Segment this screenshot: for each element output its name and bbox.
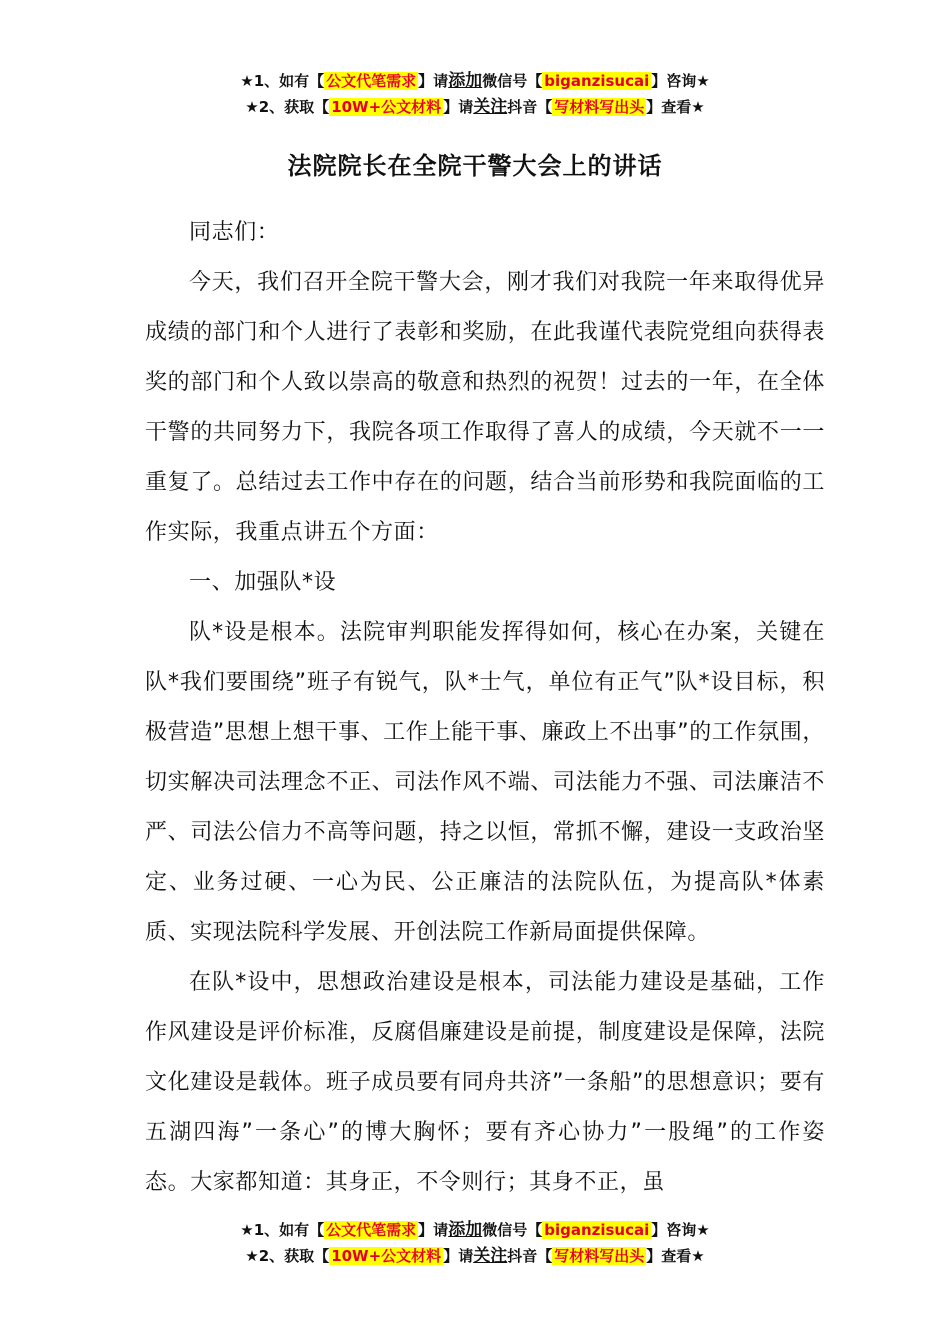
promo-text: 】请 bbox=[418, 1221, 449, 1239]
promo-text: 】咨询★ bbox=[651, 1221, 710, 1239]
paragraph-body: 队*设是根本。法院审判职能发挥得如何，核心在办案，关键在队*我们要围绕”班子有锐气，队*士气，单位有正气”队*设目标，积极营造”思想上想干事、工作上能干事、廉政上不出事”的工作氛围，切实解决司法理念不正、司法作风不端、司法能力不强、司法廉洁不严、司法公信力不高等问题，持之以恒，常抓不懈，建设一支政治坚定、业务过硬、一心为民、公正廉洁的法院队伍，为提高队*体素质、实现法院科学发展、开创法院工作新局面提供保障。 bbox=[145, 620, 825, 945]
paragraph-salutation: 同志们： bbox=[189, 220, 280, 245]
promo-highlight: 写材料写出头 bbox=[554, 98, 645, 116]
promo-text: ★2、获取【 bbox=[245, 98, 330, 116]
promo-emphasis: 添加 bbox=[448, 1220, 483, 1240]
promo-text: 微信号【 bbox=[482, 1221, 543, 1239]
promo-text: 】请 bbox=[443, 98, 474, 116]
promo-text: 微信号【 bbox=[482, 72, 543, 90]
paragraph-intro: 今天，我们召开全院干警大会，刚才我们对我院一年来取得优异成绩的部门和个人进行了表彰和奖励，在此我谨代表院党组向获得表奖的部门和个人致以崇高的敬意和热烈的祝贺！过去的一年，在全体干警的共同努力下，我院各项工作取得了喜人的成绩，今天就不一一重复了。总结过去工作中存在的问题，结合当前形势和我院面临的工作实际，我重点讲五个方面： bbox=[145, 270, 825, 545]
section-heading: 一、加强队*设 bbox=[189, 570, 337, 595]
promo-highlight: 写材料写出头 bbox=[554, 1247, 645, 1265]
promo-line-2 bbox=[0, 1243, 950, 1269]
promo-highlight: 10W+公文材料 bbox=[331, 1247, 442, 1265]
promo-highlight: biganzisucai bbox=[544, 72, 650, 90]
promo-banner-top bbox=[0, 68, 950, 120]
paragraph-body: 在队*设中，思想政治建设是根本，司法能力建设是基础，工作作风建设是评价标准，反腐倡廉建设是前提，制度建设是保障，法院文化建设是载体。班子成员要有同舟共济”一条船”的思想意识；要有五湖四海”一条心”的博大胸怀；要有齐心协力”一股绳”的工作姿态。大家都知道：其身正，不令则行；其身不正，虽 bbox=[145, 970, 825, 1195]
promo-text: 抖音【 bbox=[507, 98, 553, 116]
promo-text: 抖音【 bbox=[507, 1247, 553, 1265]
promo-line-1 bbox=[0, 68, 950, 94]
promo-text: ★1、如有【 bbox=[240, 1221, 325, 1239]
promo-emphasis: 添加 bbox=[448, 71, 483, 91]
promo-highlight: 10W+公文材料 bbox=[331, 98, 442, 116]
document-body bbox=[145, 208, 825, 1208]
promo-text: ★1、如有【 bbox=[240, 72, 325, 90]
document-title: 法院院长在全院干警大会上的讲话 bbox=[287, 152, 663, 180]
promo-text: ★2、获取【 bbox=[245, 1247, 330, 1265]
promo-line-2 bbox=[0, 94, 950, 120]
promo-banner-bottom bbox=[0, 1217, 950, 1269]
promo-highlight: biganzisucai bbox=[544, 1221, 650, 1239]
promo-text: 】咨询★ bbox=[651, 72, 710, 90]
promo-highlight: 公文代笔需求 bbox=[326, 1221, 417, 1239]
promo-text: 】请 bbox=[443, 1247, 474, 1265]
promo-highlight: 公文代笔需求 bbox=[326, 72, 417, 90]
promo-emphasis: 关注 bbox=[473, 97, 508, 117]
promo-line-1 bbox=[0, 1217, 950, 1243]
promo-text: 】请 bbox=[418, 72, 449, 90]
promo-text: 】查看★ bbox=[646, 1247, 705, 1265]
promo-text: 】查看★ bbox=[646, 98, 705, 116]
promo-emphasis: 关注 bbox=[473, 1246, 508, 1266]
